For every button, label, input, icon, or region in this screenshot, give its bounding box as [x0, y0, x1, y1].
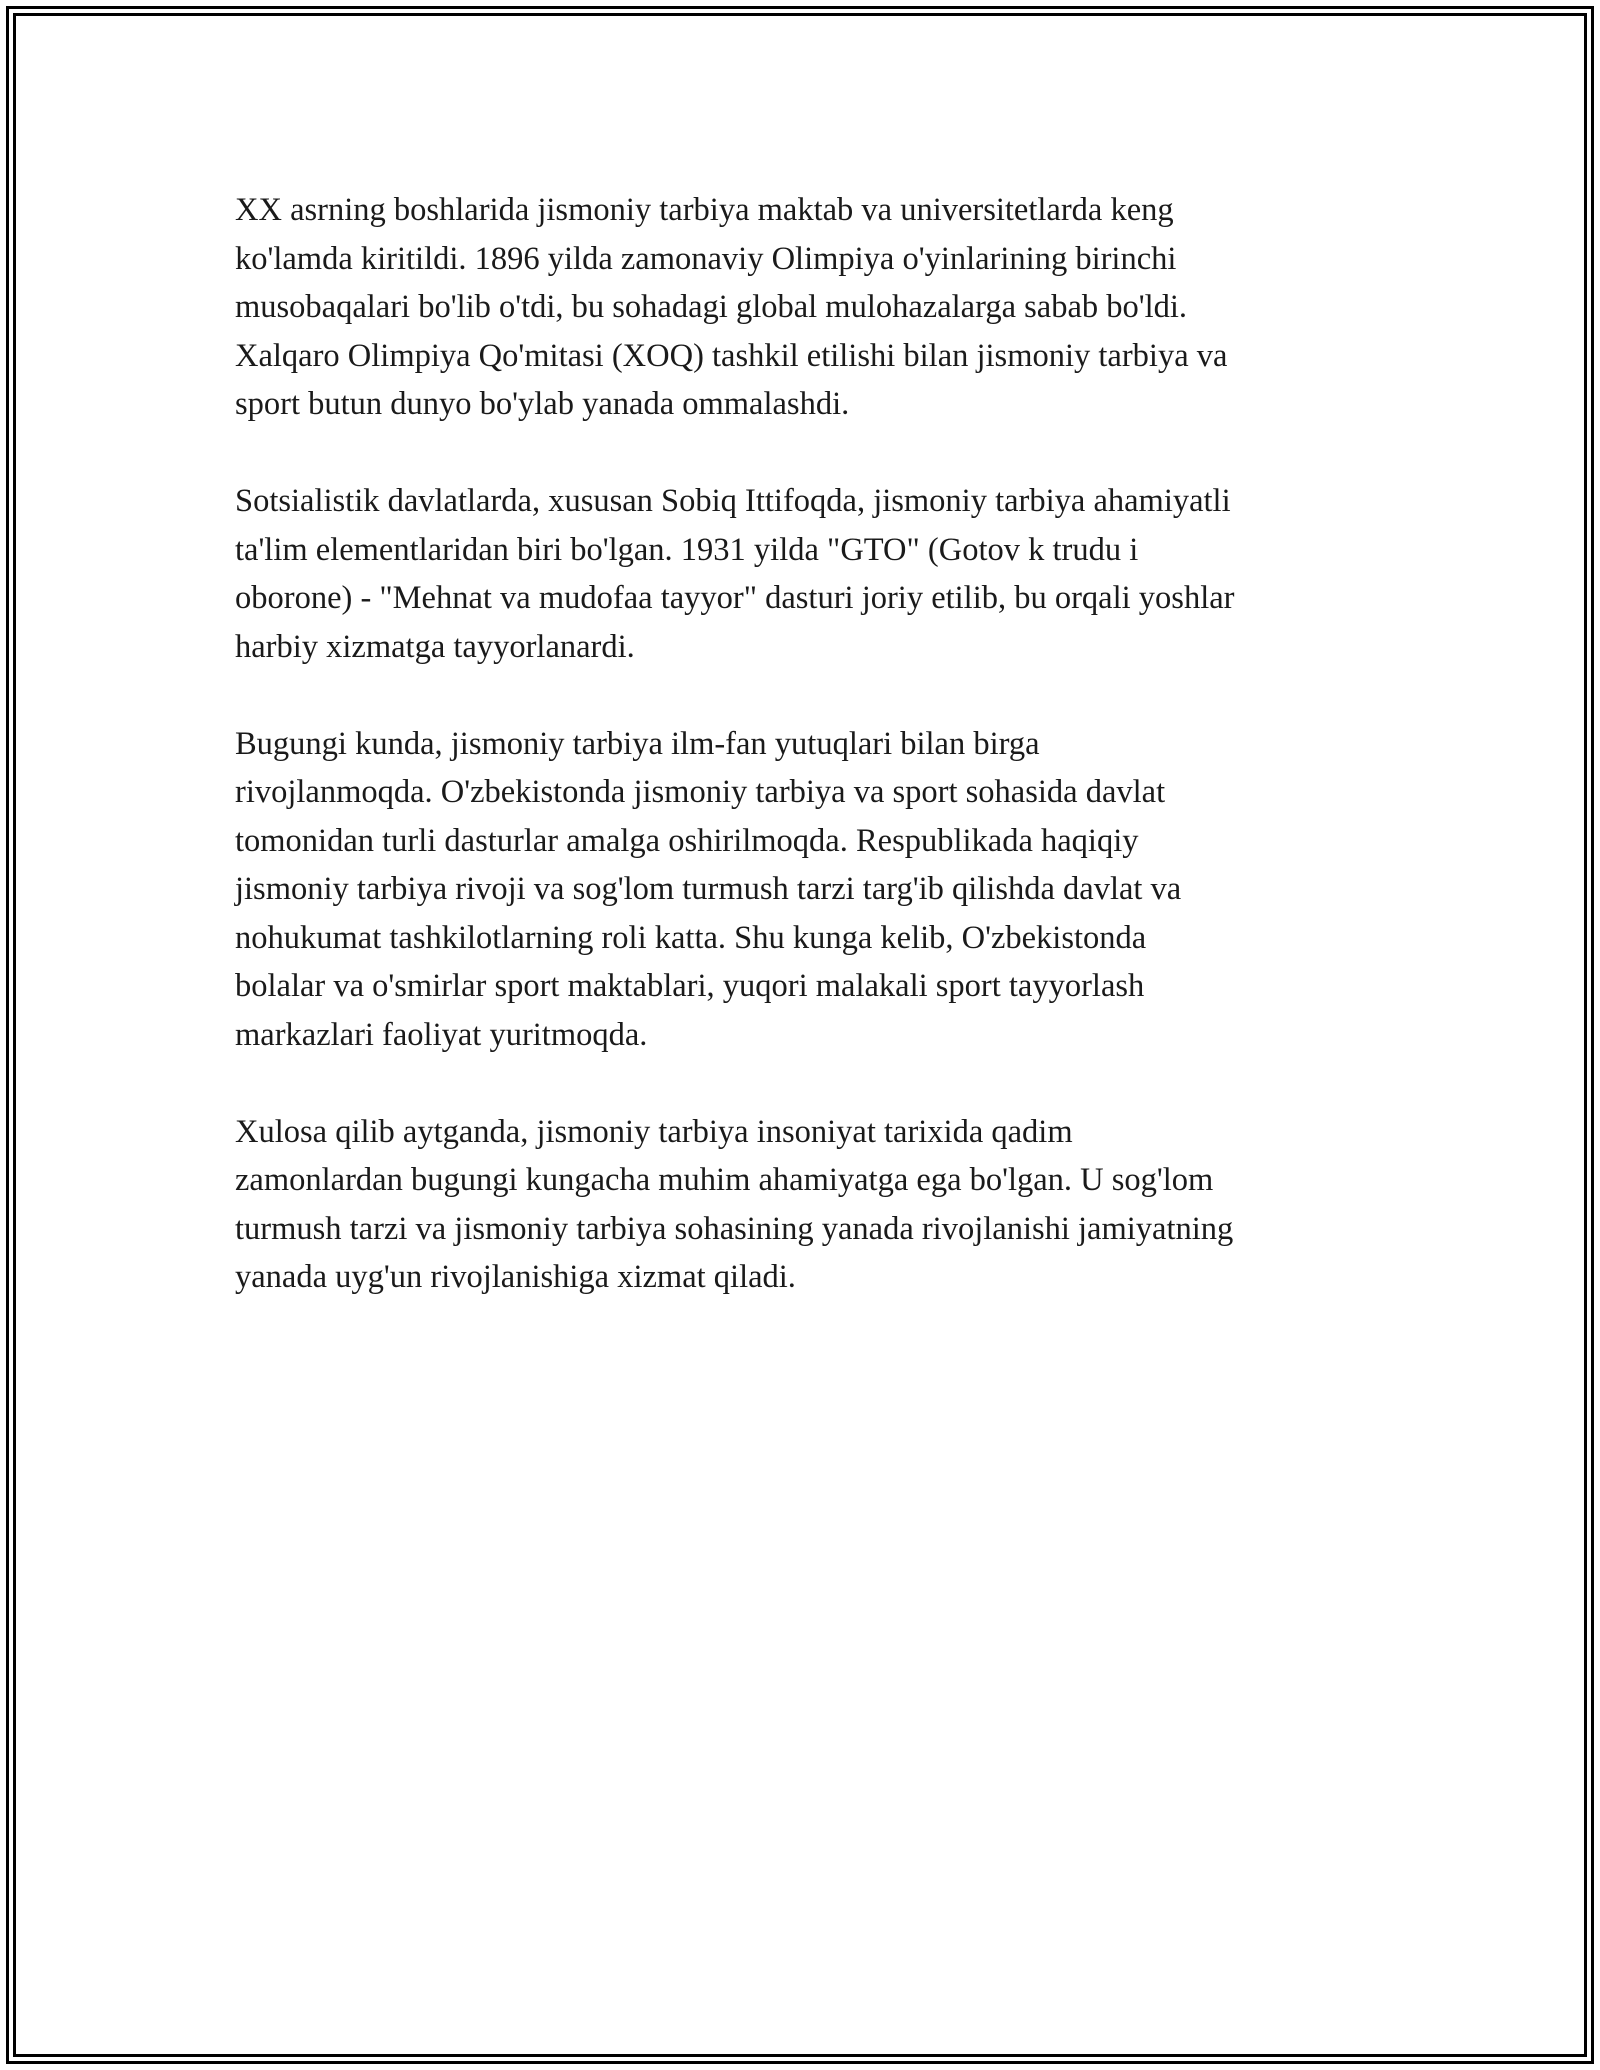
paragraph-3 [235, 720, 1385, 1060]
paragraph-line: jismoniy tarbiya rivoji va sog'lom turmush tarzi targ'ib qilishda davlat va [235, 871, 1182, 907]
paragraph-line: Bugungi kunda, jismoniy tarbiya ilm-fan yutuqlari bilan birga [235, 725, 1040, 762]
paragraph-4 [235, 1108, 1385, 1302]
paragraph-line: harbiy xizmatga tayyorlanardi. [235, 628, 635, 665]
paragraph-line: bolalar va o'smirlar sport maktablari, yuqori malakali sport tayyorlash [235, 968, 1145, 1004]
paragraph-line: sport butun dunyo bo'ylab yanada ommalashdi. [235, 386, 850, 422]
paragraph-line: XX asrning boshlarida jismoniy tarbiya maktab va universitetlarda keng [235, 192, 1174, 228]
paragraph-2 [235, 477, 1385, 671]
paragraph-line: yanada uyg'un rivojlanishiga xizmat qiladi. [235, 1259, 796, 1295]
paragraph-line: tomonidan turli dasturlar amalga oshirilmoqda. Respublikada haqiqiy [235, 822, 1139, 859]
paragraph-line: Xulosa qilib aytganda, jismoniy tarbiya insoniyat tarixida qadim [235, 1113, 1073, 1150]
paragraph-line: zamonlardan bugungi kungacha muhim ahamiyatga ega bo'lgan. U sog'lom [235, 1162, 1214, 1198]
paragraph-line: markazlari faoliyat yuritmoqda. [235, 1016, 648, 1053]
paragraph-line: ko'lamda kiritildi. 1896 yilda zamonaviy Olimpiya o'yinlarining birinchi [235, 240, 1177, 277]
paragraph-line: ta'lim elementlaridan biri bo'lgan. 1931 yilda "GTO" (Gotov k trudu i [235, 531, 1139, 568]
document-body [235, 186, 1385, 1350]
paragraph-line: musobaqalari bo'lib o'tdi, bu sohadagi global mulohazalarga sabab bo'ldi. [235, 289, 1188, 325]
paragraph-line: rivojlanmoqda. O'zbekistonda jismoniy tarbiya va sport sohasida davlat [235, 774, 1166, 810]
paragraph-line: oborone) - "Mehnat va mudofaa tayyor" dasturi joriy etilib, bu orqali yoshlar [235, 580, 1235, 616]
paragraph-line: Sotsialistik davlatlarda, xususan Sobiq Ittifoqda, jismoniy tarbiya ahamiyatli [235, 483, 1231, 519]
paragraph-line: turmush tarzi va jismoniy tarbiya sohasining yanada rivojlanishi jamiyatning [235, 1210, 1234, 1247]
paragraph-line: nohukumat tashkilotlarning roli katta. Shu kunga kelib, O'zbekistonda [235, 919, 1147, 956]
paragraph-1 [235, 186, 1385, 429]
paragraph-line: Xalqaro Olimpiya Qo'mitasi (XOQ) tashkil etilishi bilan jismoniy tarbiya va [235, 337, 1228, 374]
